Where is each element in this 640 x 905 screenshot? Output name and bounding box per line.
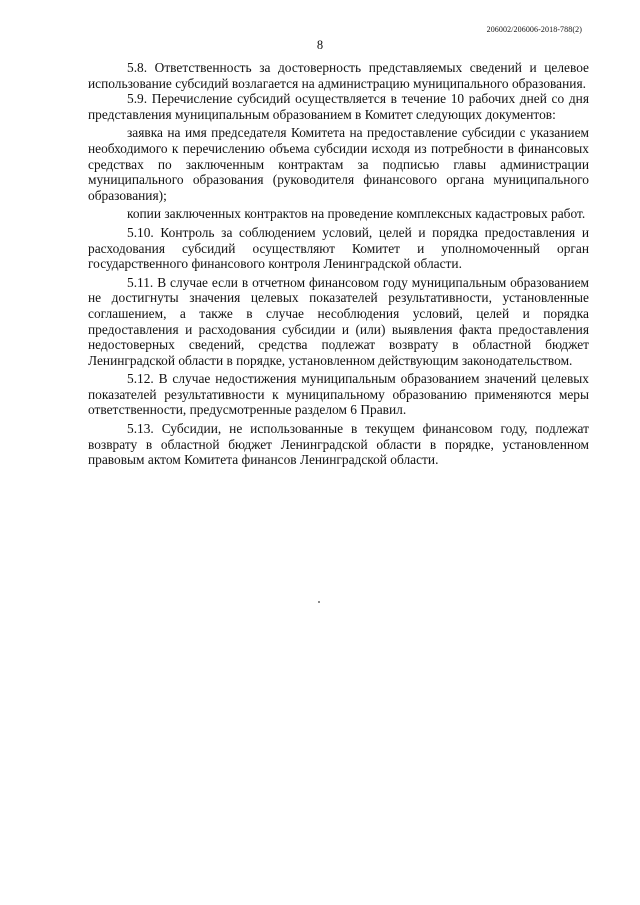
- paragraph-5-9: 5.9. Перечисление субсидий осуществляется в течение 10 рабочих дней со дня представления муниципальным образованием в Комитет следующих документов:: [88, 91, 589, 122]
- paragraph-5-11: 5.11. В случае если в отчетном финансовом году муниципальным образованием не достигнуты значения целевых показателей результативности, установленные соглашением, а также в случае несоблюдения условий, целей и порядка предоставления и расходования субсидии и (или) выявления факта предоставления недостоверных сведений, средства подлежат возврату в областной бюджет Ленинградской области в порядке, установленном действующим законодательством.: [88, 274, 589, 368]
- document-body: [88, 60, 589, 468]
- paragraph-contracts-item: копии заключенных контрактов на проведение комплексных кадастровых работ.: [127, 206, 586, 222]
- paragraph-5-10: 5.10. Контроль за соблюдением условий, целей и порядка предоставления и расходования субсидий осуществляют Комитет и уполномоченный орган государственного финансового контроля Ленинградской области.: [88, 224, 589, 272]
- scan-speck: [318, 601, 320, 603]
- paragraph-5-8: 5.8. Ответственность за достоверность представляемых сведений и целевое использование субсидий возлагается на администрацию муниципального образования.: [88, 60, 589, 91]
- page-number: 8: [316, 38, 324, 52]
- paragraph-5-13: 5.13. Субсидии, не использованные в текущем финансовом году, подлежат возврату в областной бюджет Ленинградской области в порядке, установленном правовым актом Комитета финансов Ленинградской области.: [88, 421, 589, 468]
- paragraph-application-item: заявка на имя председателя Комитета на предоставление субсидии с указанием необходимого к перечислению объема субсидии исходя из потребности в финансовых средствах по заключенным контрактам за подписью главы администрации муниципального образования (руководителя финансового органа муниципального образования);: [88, 125, 589, 203]
- document-registration-code: 206002/206006-2018-788(2): [486, 25, 582, 34]
- paragraph-5-12: 5.12. В случае недостижения муниципальным образованием значений целевых показателей результативности к муниципальному образованию применяются меры ответственности, предусмотренные разделом 6 Правил.: [88, 371, 589, 418]
